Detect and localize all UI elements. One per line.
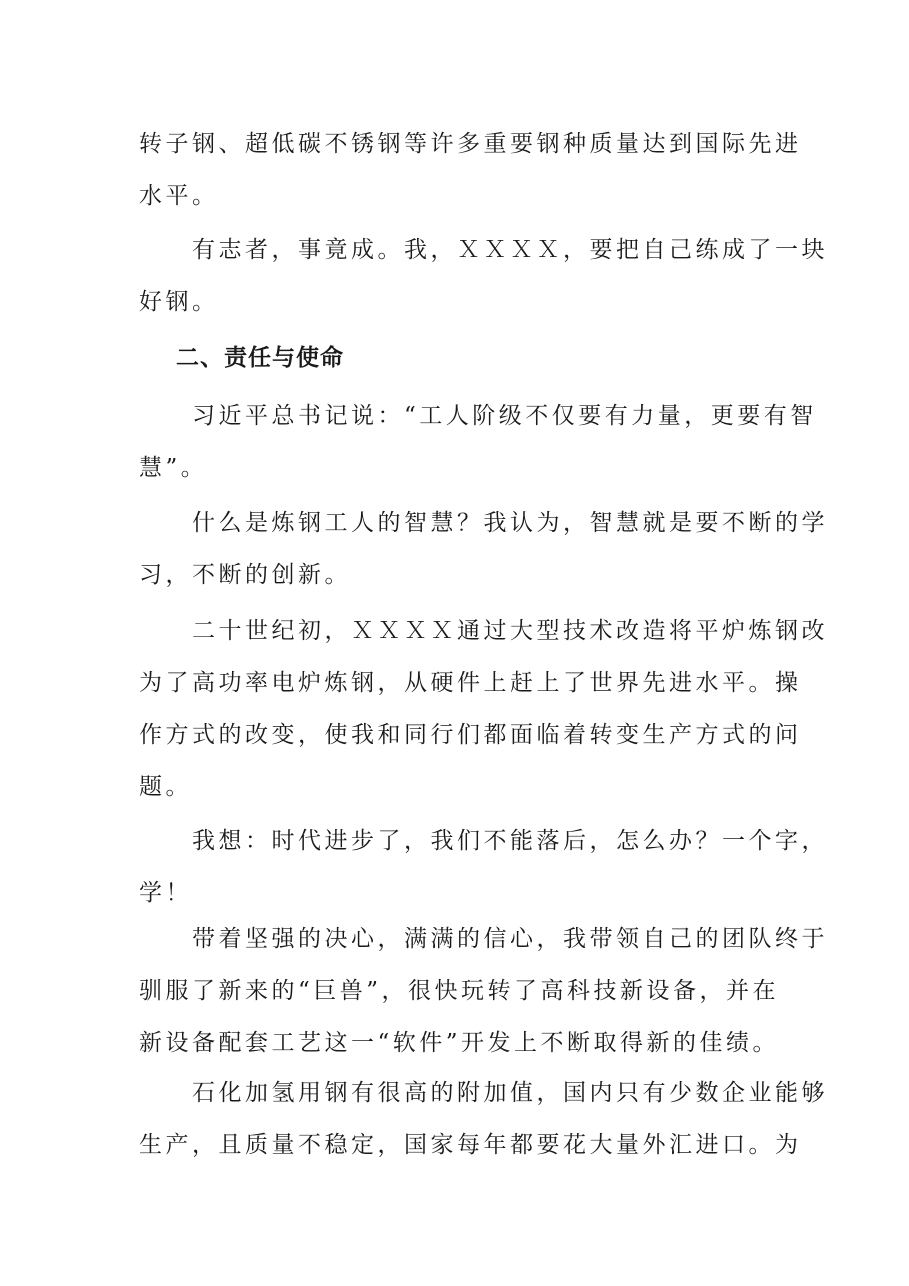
paragraph-line: 慧”。 [139, 455, 208, 481]
paragraph-line: 题。 [139, 774, 192, 800]
paragraph-line: 石化加氢用钢有很高的附加值，国内只有少数企业能够 [139, 1080, 828, 1106]
paragraph-line: 水平。 [139, 183, 219, 209]
paragraph-7 [139, 913, 828, 1069]
paragraph-line: 有志者，事竟成。我，ＸＸＸＸ，要把自己练成了一块 [139, 237, 828, 263]
paragraph-line: 为了高功率电炉炼钢，从硬件上赶上了世界先进水平。操 [139, 670, 802, 696]
paragraph-line: 转子钢、超低碳不锈钢等许多重要钢种质量达到国际先进 [139, 131, 802, 157]
paragraph-line: 带着坚强的决心，满满的信心，我带领自己的团队终于 [139, 926, 828, 952]
paragraph-line: 作方式的改变，使我和同行们都面临着转变生产方式的问 [139, 722, 802, 748]
paragraph-8 [139, 1067, 828, 1171]
paragraph-line: 生产，且质量不稳定，国家每年都要花大量外汇进口。为 [139, 1132, 802, 1158]
section-heading: 二、责任与使命 [176, 345, 344, 371]
paragraph-line: 二十世纪初，ＸＸＸＸ通过大型技术改造将平炉炼钢改 [139, 618, 828, 644]
paragraph-line: 学！ [139, 880, 192, 906]
paragraph-5 [139, 605, 828, 813]
paragraph-line: 习，不断的创新。 [139, 562, 351, 588]
paragraph-1 [139, 118, 802, 222]
paragraph-3 [139, 390, 817, 494]
paragraph-line: 好钢。 [139, 289, 219, 315]
paragraph-line: 驯服了新来的“巨兽”，很快玩转了高科技新设备，并在 [139, 978, 780, 1004]
paragraph-4 [139, 497, 828, 601]
paragraph-6 [139, 815, 828, 919]
paragraph-line: 新设备配套工艺这一“软件”开发上不断取得新的佳绩。 [139, 1030, 780, 1056]
paragraph-line: 习近平总书记说：“工人阶级不仅要有力量，更要有智 [139, 403, 817, 429]
paragraph-2 [139, 224, 828, 328]
paragraph-line: 什么是炼钢工人的智慧？我认为，智慧就是要不断的学 [139, 510, 828, 536]
paragraph-line: 我想：时代进步了，我们不能落后，怎么办？一个字， [139, 828, 828, 854]
